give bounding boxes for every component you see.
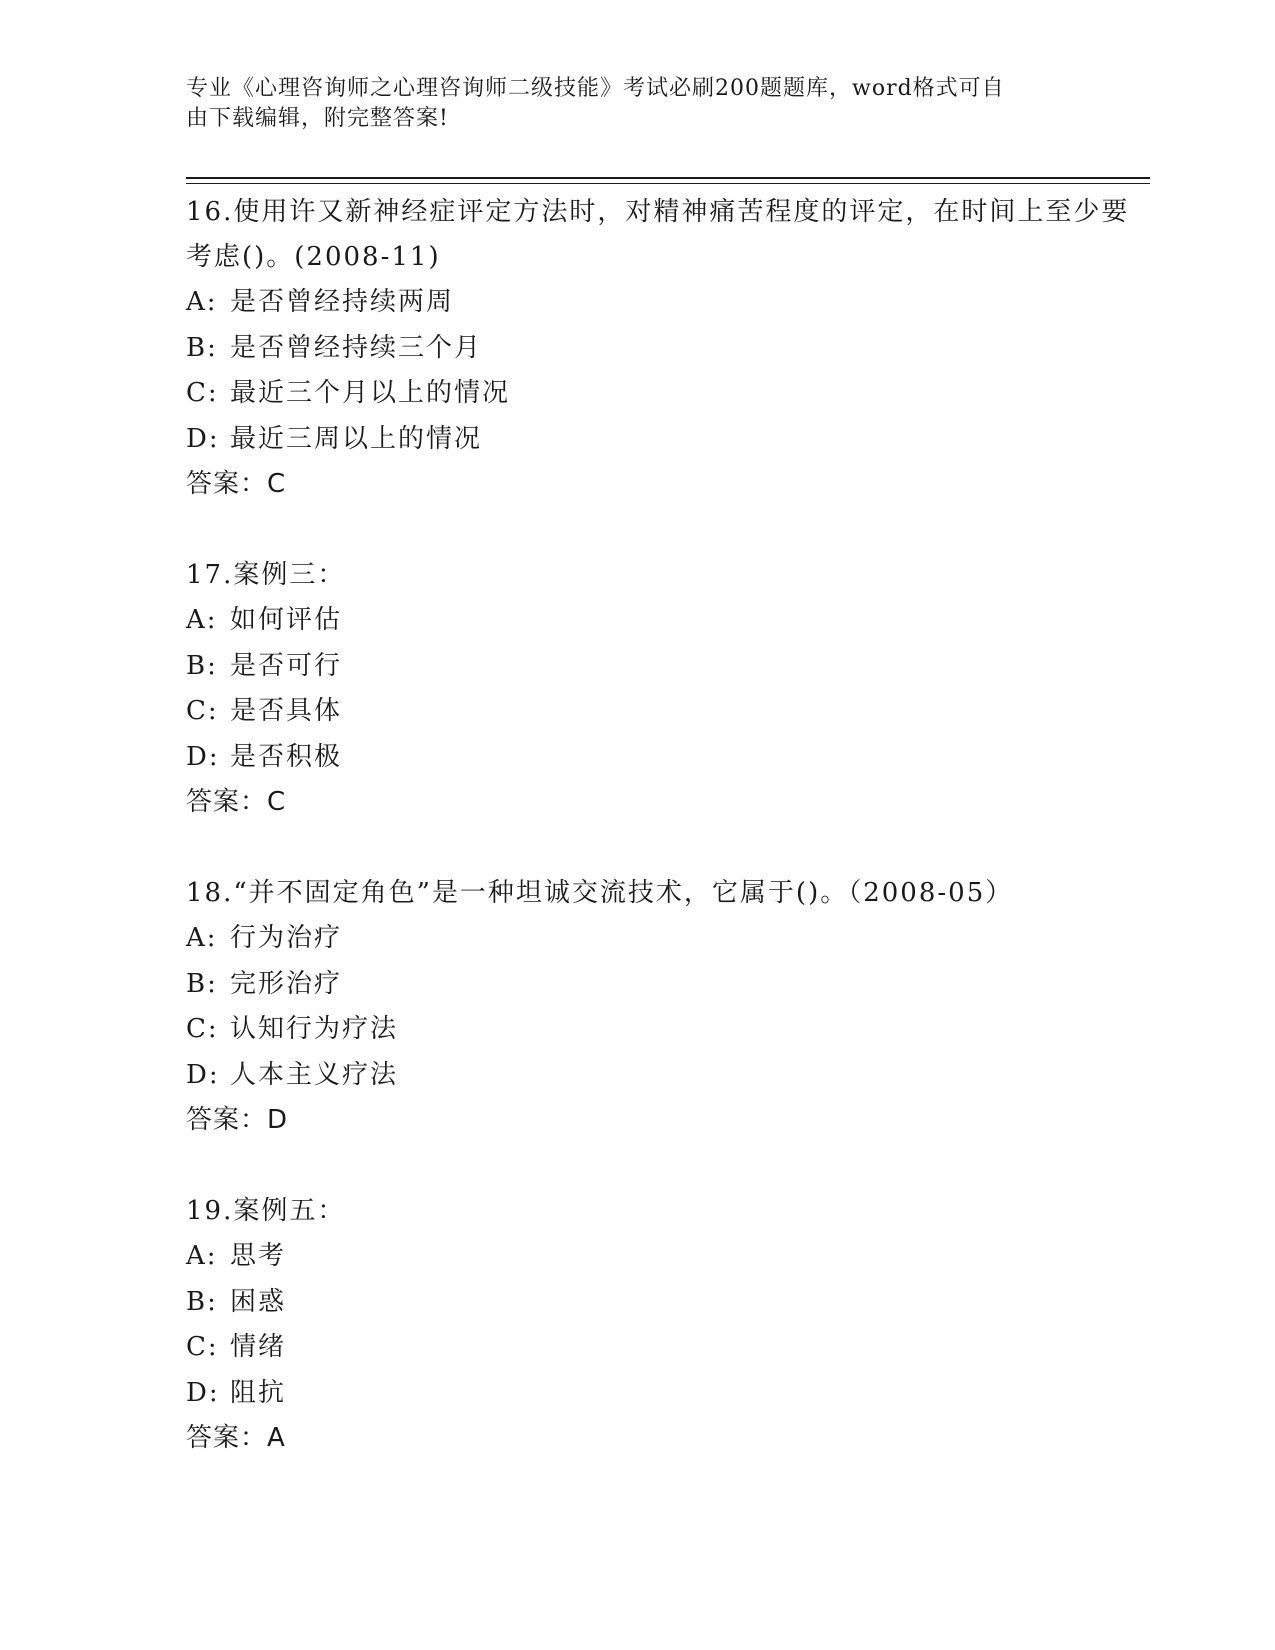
option-text: 思考 xyxy=(230,1241,287,1271)
option-letter: C: xyxy=(186,1332,219,1362)
option-c xyxy=(186,1325,1146,1371)
option-letter: B: xyxy=(186,968,218,999)
option-letter: D: xyxy=(186,1059,220,1090)
option-text: 是否可行 xyxy=(230,650,343,681)
header-divider-thin xyxy=(186,183,1150,184)
option-text: 是否曾经持续三个月 xyxy=(230,332,483,363)
header-line-1: 专业《心理咨询师之心理咨询师二级技能》考试必刷200题题库，word格式可自 xyxy=(186,76,1005,101)
option-c xyxy=(186,1007,1146,1053)
header-divider-thick xyxy=(186,177,1150,179)
option-text: 如何评估 xyxy=(230,605,343,635)
option-a xyxy=(186,916,1146,962)
option-letter: C: xyxy=(186,696,219,726)
option-letter: B: xyxy=(186,650,218,681)
question-stem: 16.使用许又新神经症评定方法时，对精神痛苦程度的评定，在时间上至少要考虑()。(2008-11) xyxy=(186,197,1130,272)
option-d xyxy=(186,1371,1146,1417)
option-text: 认知行为疗法 xyxy=(230,1014,399,1044)
answer-line: 答案：C xyxy=(186,787,287,817)
option-c xyxy=(186,371,1146,417)
header-line-2: 由下载编辑，附完整答案! xyxy=(186,106,449,131)
option-letter: A: xyxy=(186,923,218,953)
option-letter: A: xyxy=(186,287,218,317)
question-18 xyxy=(186,871,1146,1143)
answer-line: 答案：A xyxy=(186,1423,286,1453)
option-letter: D: xyxy=(186,423,220,454)
answer-line: 答案：C xyxy=(186,469,287,499)
option-d xyxy=(186,1053,1146,1099)
option-letter: B: xyxy=(186,332,218,363)
option-a xyxy=(186,1234,1146,1280)
option-a xyxy=(186,280,1146,326)
question-16 xyxy=(186,190,1146,507)
option-text: 阻抗 xyxy=(230,1377,287,1408)
question-stem: 18.“并不固定角色”是一种坦诚交流技术，它属于()。（2008-05） xyxy=(186,878,1014,908)
question-19 xyxy=(186,1189,1146,1461)
option-a xyxy=(186,598,1146,644)
option-text: 是否具体 xyxy=(230,696,343,726)
option-text: 人本主义疗法 xyxy=(230,1059,399,1090)
question-stem: 19.案例五： xyxy=(186,1196,346,1226)
option-d xyxy=(186,417,1146,463)
option-letter: B: xyxy=(186,1286,218,1317)
document-header xyxy=(186,74,1066,134)
option-text: 最近三个月以上的情况 xyxy=(230,378,511,408)
option-text: 困惑 xyxy=(230,1286,287,1317)
option-text: 完形治疗 xyxy=(230,968,343,999)
question-list xyxy=(186,190,1146,1507)
answer-line: 答案：D xyxy=(186,1105,289,1135)
option-b xyxy=(186,1280,1146,1326)
option-d xyxy=(186,735,1146,781)
option-text: 是否曾经持续两周 xyxy=(230,287,455,317)
option-text: 最近三周以上的情况 xyxy=(230,423,483,454)
option-letter: D: xyxy=(186,741,220,772)
option-b xyxy=(186,644,1146,690)
option-b xyxy=(186,326,1146,372)
option-text: 情绪 xyxy=(230,1332,287,1362)
option-letter: C: xyxy=(186,1014,219,1044)
option-letter: D: xyxy=(186,1377,220,1408)
option-text: 行为治疗 xyxy=(230,923,343,953)
option-b xyxy=(186,962,1146,1008)
question-stem: 17.案例三： xyxy=(186,560,346,590)
option-letter: A: xyxy=(186,1241,218,1271)
option-letter: A: xyxy=(186,605,218,635)
question-17 xyxy=(186,553,1146,825)
option-letter: C: xyxy=(186,378,219,408)
option-c xyxy=(186,689,1146,735)
option-text: 是否积极 xyxy=(230,741,343,772)
